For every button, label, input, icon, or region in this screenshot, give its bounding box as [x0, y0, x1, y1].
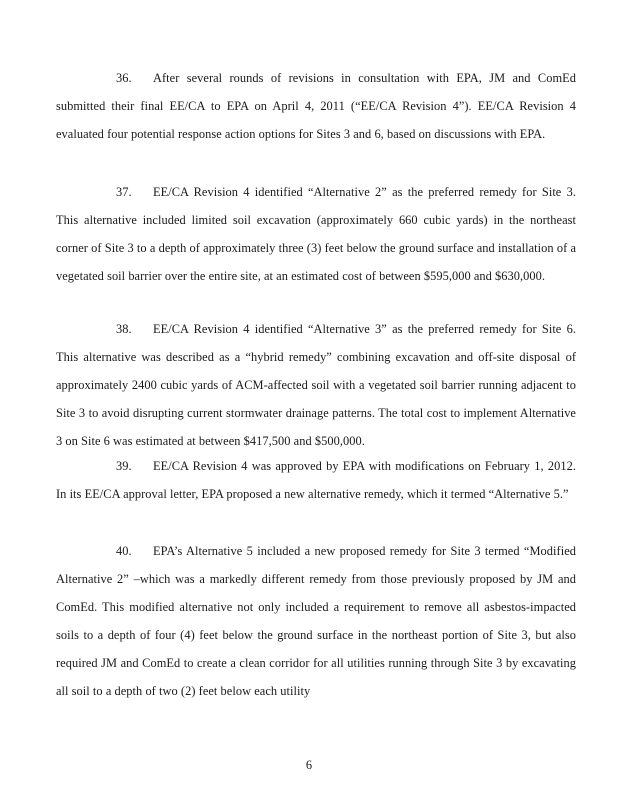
paragraph-number: 36.	[116, 71, 132, 85]
paragraph-number: 39.	[116, 459, 132, 473]
paragraph-text: EE/CA Revision 4 identified “Alternative 3” as the preferred remedy for Site 6. This alternative was described as a “hybrid remedy” combining excavation and off-site disposal of approximately 2400 cubic yards of ACM-affected soil with a vegetated soil barrier running adjacent to Site 3 to avoid disrupting current stormwater drainage patterns. The total cost to implement Alternative 3 on Site 6 was estimated at between $417,500 and $500,000.	[56, 322, 576, 448]
paragraph-37	[56, 178, 576, 290]
paragraph-38	[56, 315, 576, 455]
paragraph-text: EPA’s Alternative 5 included a new proposed remedy for Site 3 termed “Modified Alternative 2” –which was a markedly different remedy from those previously proposed by JM and ComEd. This modified alternative not only included a requirement to remove all asbestos-impacted soils to a depth of four (4) feet below the ground surface in the northeast portion of Site 3, but also required JM and ComEd to create a clean corridor for all utilities running through Site 3 by excavating all soil to a depth of two (2) feet below each utility	[56, 544, 576, 698]
paragraph-number: 37.	[116, 185, 132, 199]
paragraph-36	[56, 64, 576, 148]
paragraph-40	[56, 537, 576, 705]
paragraph-number: 40.	[116, 544, 132, 558]
paragraph-text: After several rounds of revisions in consultation with EPA, JM and ComEd submitted their final EE/CA to EPA on April 4, 2011 (“EE/CA Revision 4”). EE/CA Revision 4 evaluated four potential response action options for Sites 3 and 6, based on discussions with EPA.	[56, 71, 576, 141]
paragraph-text: EE/CA Revision 4 was approved by EPA with modifications on February 1, 2012. In its EE/CA approval letter, EPA proposed a new alternative remedy, which it termed “Alternative 5.”	[56, 459, 576, 501]
paragraph-text: EE/CA Revision 4 identified “Alternative 2” as the preferred remedy for Site 3. This alternative included limited soil excavation (approximately 660 cubic yards) in the northeast corner of Site 3 to a depth of approximately three (3) feet below the ground surface and installation of a vegetated soil barrier over the entire site, at an estimated cost of between $595,000 and $630,000.	[56, 185, 576, 283]
paragraph-39	[56, 452, 576, 508]
page-number: 6	[305, 758, 313, 772]
paragraph-number: 38.	[116, 322, 132, 336]
